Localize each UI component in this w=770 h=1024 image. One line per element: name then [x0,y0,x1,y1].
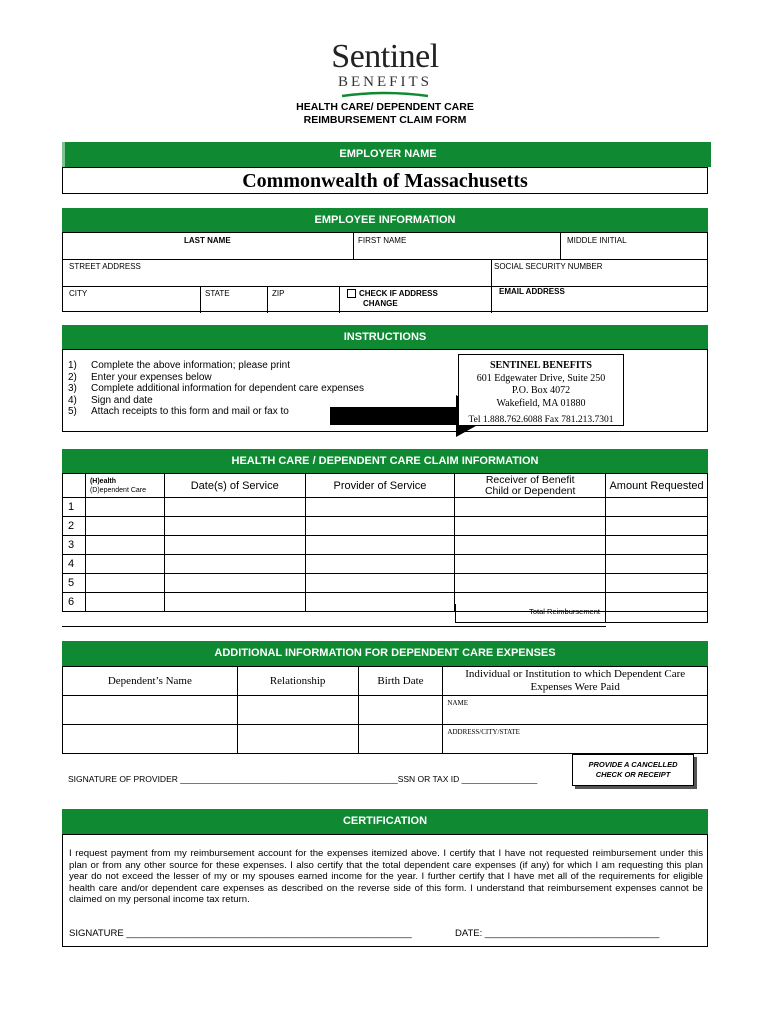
last-name-field[interactable]: LAST NAME [184,236,231,245]
row-number: 1 [63,498,86,517]
table-row [63,536,708,555]
col-receiver-line2: Child or Dependent [484,484,576,497]
employer-name-field[interactable]: Commonwealth of Massachusetts [62,167,708,194]
type-cell[interactable] [85,517,164,536]
col-relationship: Relationship [237,667,358,696]
row-number: 5 [63,574,86,593]
type-cell[interactable] [85,498,164,517]
receiver-cell[interactable] [455,536,606,555]
col-institution-line2: Expenses Were Paid [530,681,620,693]
row-number: 4 [63,555,86,574]
table-row [63,498,708,517]
instruction-item: 5) Attach receipts to this form and mail or fax to [68,406,289,417]
provider-cell[interactable] [305,574,455,593]
cancelled-check-line1: PROVIDE A CANCELLED [588,760,678,769]
dependent-name-cell[interactable] [63,725,238,754]
col-receiver-line1: Receiver of Benefit [485,473,575,486]
amount-cell[interactable] [606,517,708,536]
certification-text: I request payment from my reimbursement account for the expenses itemized above. I certify that I have not requested reimbursement under this plan or from any other source for these expenses. I also certify that the total dependent care expenses (if any) for which I am requesting this plan year do not exceed the lesser of my or my spouses earned income for the year. I further certify that I have met all of the requirements for eligible health care and/or dependent care expenses as described on the reverse side of this form. I understand that reimbursement expenses cannot be claimed on my personal income tax return. [69,848,703,905]
provider-address-cell[interactable] [443,725,708,754]
provider-cell[interactable] [305,498,455,517]
employee-signature-line[interactable]: SIGNATURE ______________________________________________________ [69,928,412,939]
logo-wordmark: Sentinel [331,38,439,75]
dates-cell[interactable] [164,517,305,536]
dates-cell[interactable] [164,555,305,574]
col-amount: Amount Requested [606,474,708,498]
employee-info-header: EMPLOYEE INFORMATION [62,208,708,232]
address-phone-fax: Tel 1.888.762.6088 Fax 781.213.7301 [468,415,614,425]
provider-cell[interactable] [305,555,455,574]
address-change-label [359,289,438,309]
email-address-field[interactable]: EMAIL ADDRESS [499,287,565,296]
certification-box [62,834,708,947]
middle-initial-field[interactable]: MIDDLE INITIAL [567,236,627,245]
ssn-field[interactable]: SOCIAL SECURITY NUMBER [494,262,603,271]
address-change-line1: CHECK IF ADDRESS [359,289,438,298]
dates-cell[interactable] [164,498,305,517]
provider-cell[interactable] [305,536,455,555]
cancelled-check-notice [572,754,694,786]
instruction-item: 2) Enter your expenses below [68,371,212,383]
birth-date-cell[interactable] [358,696,443,725]
table-row [63,574,708,593]
row-number: 2 [63,517,86,536]
receiver-cell[interactable] [455,574,606,593]
table-row [63,696,708,725]
form-title [0,101,770,127]
first-name-field[interactable]: FIRST NAME [358,236,407,245]
dates-cell[interactable] [164,593,305,612]
relationship-cell[interactable] [237,725,358,754]
street-address-field[interactable]: STREET ADDRESS [69,262,141,271]
certification-header: CERTIFICATION [62,809,708,834]
col-dependent-name: Dependent’s Name [63,667,238,696]
dependent-care-table [62,666,708,754]
receiver-cell[interactable] [455,555,606,574]
row-number: 6 [63,593,86,612]
claims-header-row [63,474,708,498]
col-institution [443,667,708,696]
col-receiver [455,474,606,498]
table-row [63,725,708,754]
dates-cell[interactable] [164,574,305,593]
instruction-item: 4) Sign and date [68,394,153,406]
address-change-checkbox[interactable] [347,289,356,298]
logo-swoosh-icon [322,90,448,98]
claim-info-header: HEALTH CARE / DEPENDENT CARE CLAIM INFORMATION [62,449,708,473]
zip-field[interactable]: ZIP [272,289,285,298]
provider-cell[interactable] [305,593,455,612]
col-provider: Provider of Service [305,474,455,498]
col-dates: Date(s) of Service [164,474,305,498]
col-institution-line1: Individual or Institution to which Dependent Care [465,668,686,680]
amount-cell[interactable] [606,536,708,555]
total-reimbursement-label: Total Reimbursement [455,604,606,623]
employee-info-grid [62,232,708,312]
address-city: Wakefield, MA 01880 [496,397,586,409]
logo-subtitle: BENEFITS [337,74,432,90]
dates-cell[interactable] [164,536,305,555]
type-cell[interactable] [85,555,164,574]
amount-cell[interactable] [606,574,708,593]
col-birth-date: Birth Date [358,667,443,696]
sentinel-logo [322,40,448,106]
provider-address-label: ADDRESS/CITY/STATE [447,728,520,736]
col-type-line2: (D)ependent Care [89,486,146,494]
amount-cell[interactable] [606,555,708,574]
type-cell[interactable] [85,536,164,555]
provider-name-cell[interactable] [443,696,708,725]
provider-signature-line[interactable]: SIGNATURE OF PROVIDER ______________________________________________SSN OR TAX ID ________________ [68,774,538,784]
form-title-line1: HEALTH CARE/ DEPENDENT CARE [296,101,474,113]
mailing-address-box [458,354,624,426]
address-po-box: P.O. Box 4072 [511,385,571,396]
amount-cell[interactable] [606,498,708,517]
instruction-item: 1) Complete the above information; please print [68,360,291,371]
dependent-name-cell[interactable] [63,696,238,725]
total-reimbursement-field[interactable] [605,604,708,623]
date-line[interactable]: DATE: _________________________________ [455,928,660,939]
instruction-item: 3) Complete additional information for dependent care expenses [68,383,364,394]
col-type-line1: (H)ealth [89,477,117,485]
address-change-line2: CHANGE [363,299,398,308]
table-row [63,517,708,536]
dependent-header-row [63,667,708,696]
provider-cell[interactable] [305,517,455,536]
receiver-cell[interactable] [455,517,606,536]
instructions-box [62,349,708,432]
dependent-care-header: ADDITIONAL INFORMATION FOR DEPENDENT CARE EXPENSES [62,641,708,666]
address-name: SENTINEL BENEFITS [490,360,592,371]
type-cell[interactable] [85,593,164,612]
receiver-cell[interactable] [455,498,606,517]
table-row [63,555,708,574]
instructions-list [68,360,364,418]
form-title-line2: REIMBURSEMENT CLAIM FORM [303,114,467,126]
relationship-cell[interactable] [237,696,358,725]
cancelled-check-line2: CHECK OR RECEIPT [595,770,671,779]
instructions-header: INSTRUCTIONS [62,325,708,349]
provider-name-label: NAME [447,699,469,707]
state-field[interactable]: STATE [205,289,230,298]
col-type [85,474,164,498]
birth-date-cell[interactable] [358,725,443,754]
row-number: 3 [63,536,86,555]
employer-name-header: EMPLOYER NAME [62,142,711,167]
address-street: 601 Edgewater Drive, Suite 250 [476,372,606,384]
claims-corner-cell [63,474,86,498]
type-cell[interactable] [85,574,164,593]
claims-table [62,473,708,612]
city-field[interactable]: CITY [69,289,88,298]
